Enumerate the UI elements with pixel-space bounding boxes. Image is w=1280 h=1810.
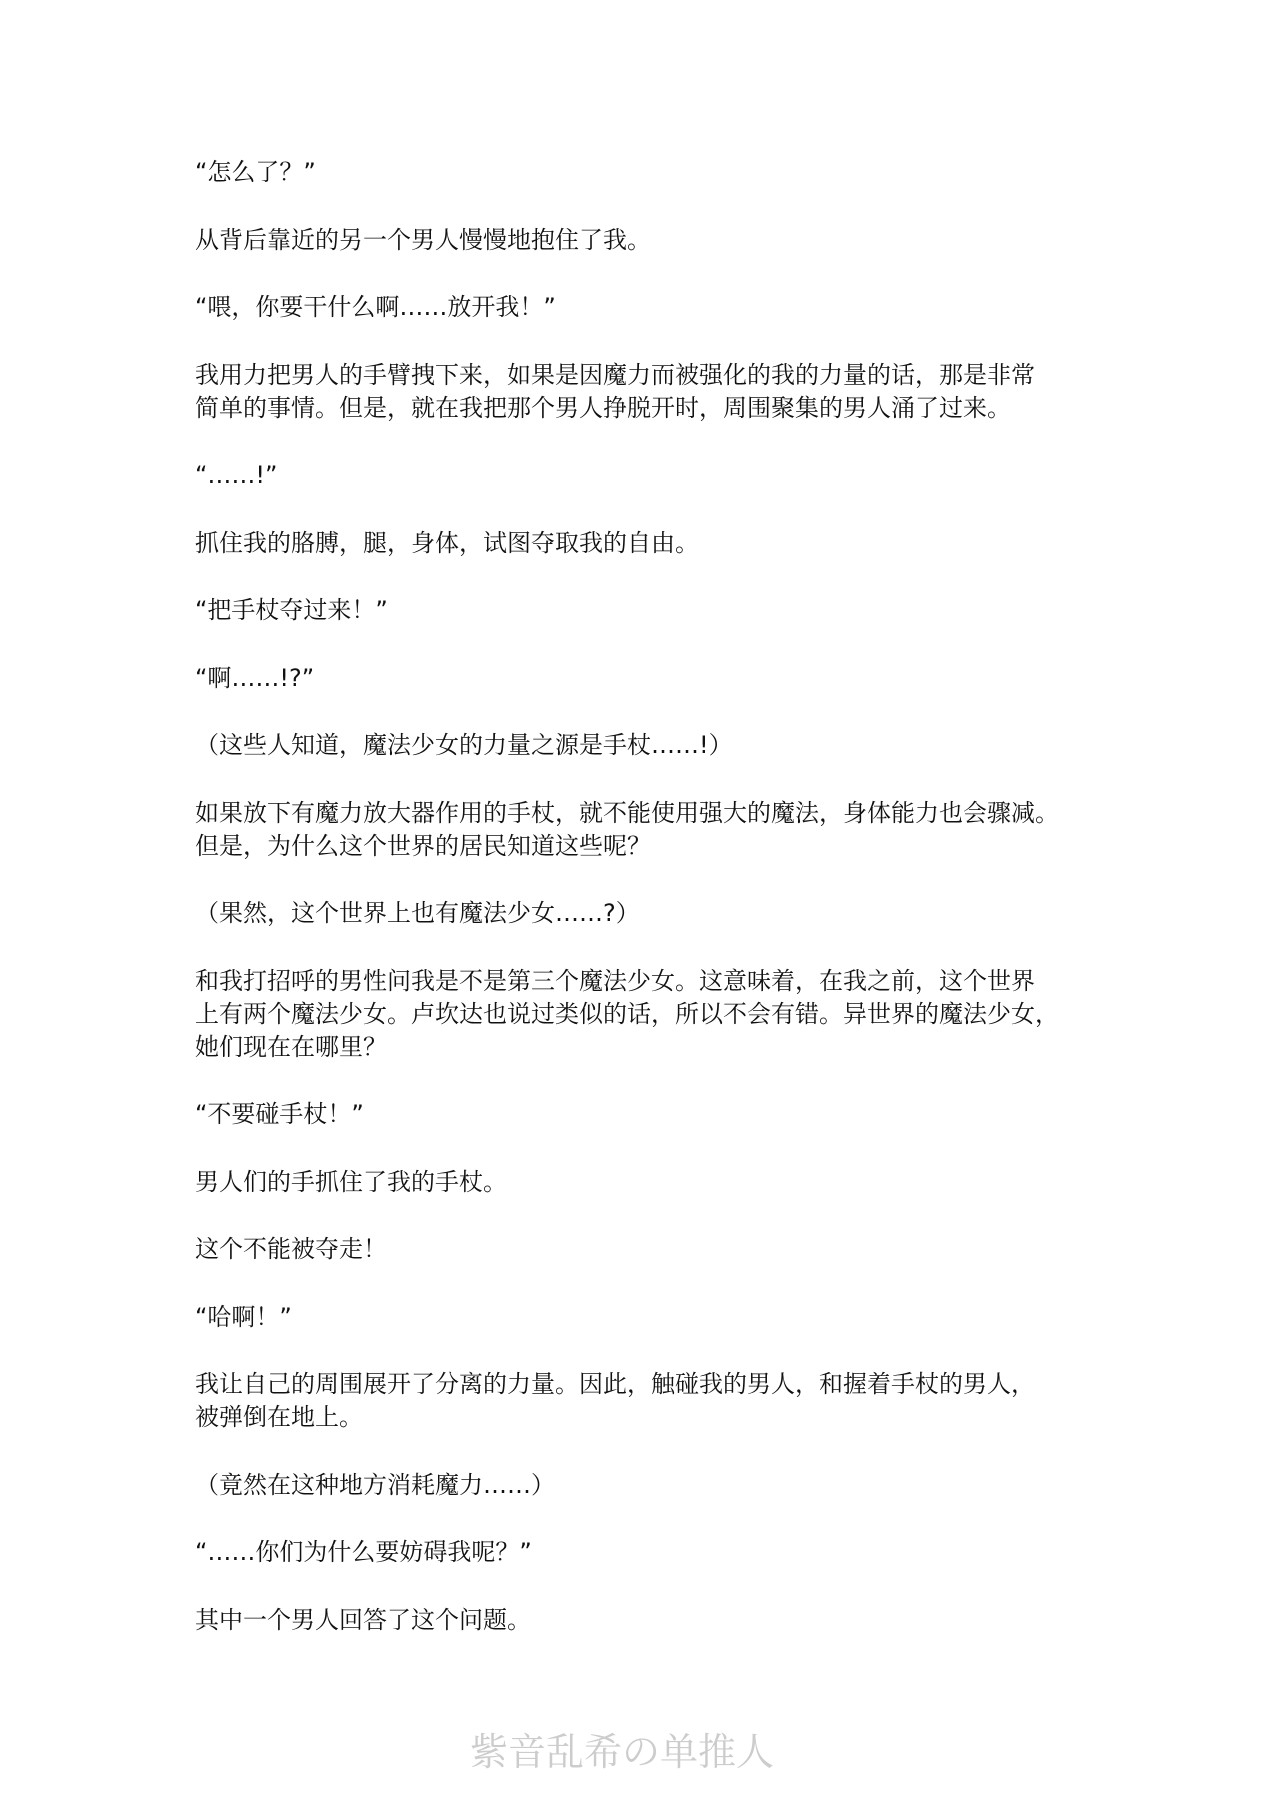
paragraph bbox=[195, 594, 1115, 627]
text-line: “把手杖夺过来！” bbox=[195, 596, 388, 624]
text-line: 我用力把男人的手臂拽下来，如果是因魔力而被强化的我的力量的话，那是非常 bbox=[195, 360, 1035, 389]
paragraph bbox=[195, 291, 1115, 324]
paragraph bbox=[195, 1166, 1115, 1199]
paragraph bbox=[195, 459, 1115, 492]
paragraph bbox=[195, 729, 1115, 762]
paragraph bbox=[195, 1233, 1115, 1266]
text-line: 这个不能被夺走！ bbox=[195, 1235, 387, 1263]
paragraph bbox=[195, 897, 1115, 930]
paragraph bbox=[195, 224, 1115, 257]
paragraph bbox=[195, 1469, 1115, 1502]
paragraph bbox=[195, 359, 1115, 425]
text-line: 我让自己的周围展开了分离的力量。因此，触碰我的男人，和握着手杖的男人， bbox=[195, 1370, 1035, 1398]
text-line: 和我打招呼的男性问我是不是第三个魔法少女。这意味着，在我之前，这个世界 bbox=[195, 966, 1035, 995]
text-line: 她们现在在哪里？ bbox=[195, 1032, 387, 1061]
text-line: （这些人知道，魔法少女的力量之源是手杖……!） bbox=[195, 731, 733, 759]
paragraph bbox=[195, 1098, 1115, 1131]
paragraph bbox=[195, 1604, 1115, 1637]
text-line: “……你们为什么要妨碍我呢？” bbox=[195, 1538, 532, 1566]
text-line: 抓住我的胳膊，腿，身体，试图夺取我的自由。 bbox=[195, 528, 699, 557]
paragraph bbox=[195, 1301, 1115, 1334]
text-line: “……!” bbox=[195, 461, 278, 489]
text-line: 被弹倒在地上。 bbox=[195, 1403, 363, 1431]
watermark-text: 紫音乱希の单推人 bbox=[470, 1730, 775, 1774]
text-line: （竟然在这种地方消耗魔力……） bbox=[195, 1470, 555, 1499]
paragraph bbox=[195, 527, 1115, 560]
text-line: 男人们的手抓住了我的手杖。 bbox=[195, 1167, 507, 1196]
text-line: 上有两个魔法少女。卢坎达也说过类似的话，所以不会有错。异世界的魔法少女， bbox=[195, 999, 1059, 1028]
text-line: 如果放下有魔力放大器作用的手杖，就不能使用强大的魔法，身体能力也会骤减。 bbox=[195, 798, 1059, 827]
text-line: “怎么了？” bbox=[195, 158, 316, 186]
text-line: 但是，为什么这个世界的居民知道这些呢？ bbox=[195, 831, 651, 860]
text-line: （果然，这个世界上也有魔法少女……?） bbox=[195, 899, 640, 927]
text-line: “喂，你要干什么啊……放开我！” bbox=[195, 293, 556, 321]
text-line: “不要碰手杖！” bbox=[195, 1100, 364, 1128]
paragraph bbox=[195, 156, 1115, 189]
paragraph bbox=[195, 1368, 1115, 1434]
paragraph bbox=[195, 797, 1115, 863]
text-line: 简单的事情。但是，就在我把那个男人挣脱开时，周围聚集的男人涌了过来。 bbox=[195, 393, 1011, 422]
text-line: 从背后靠近的另一个男人慢慢地抱住了我。 bbox=[195, 225, 651, 254]
text-line: “啊……!?” bbox=[195, 663, 315, 692]
text-line: 其中一个男人回答了这个问题。 bbox=[195, 1605, 531, 1634]
paragraph bbox=[195, 965, 1115, 1064]
paragraph bbox=[195, 1536, 1115, 1569]
text-line: “哈啊！” bbox=[195, 1302, 292, 1331]
document-body bbox=[195, 156, 1115, 1671]
paragraph bbox=[195, 662, 1115, 695]
